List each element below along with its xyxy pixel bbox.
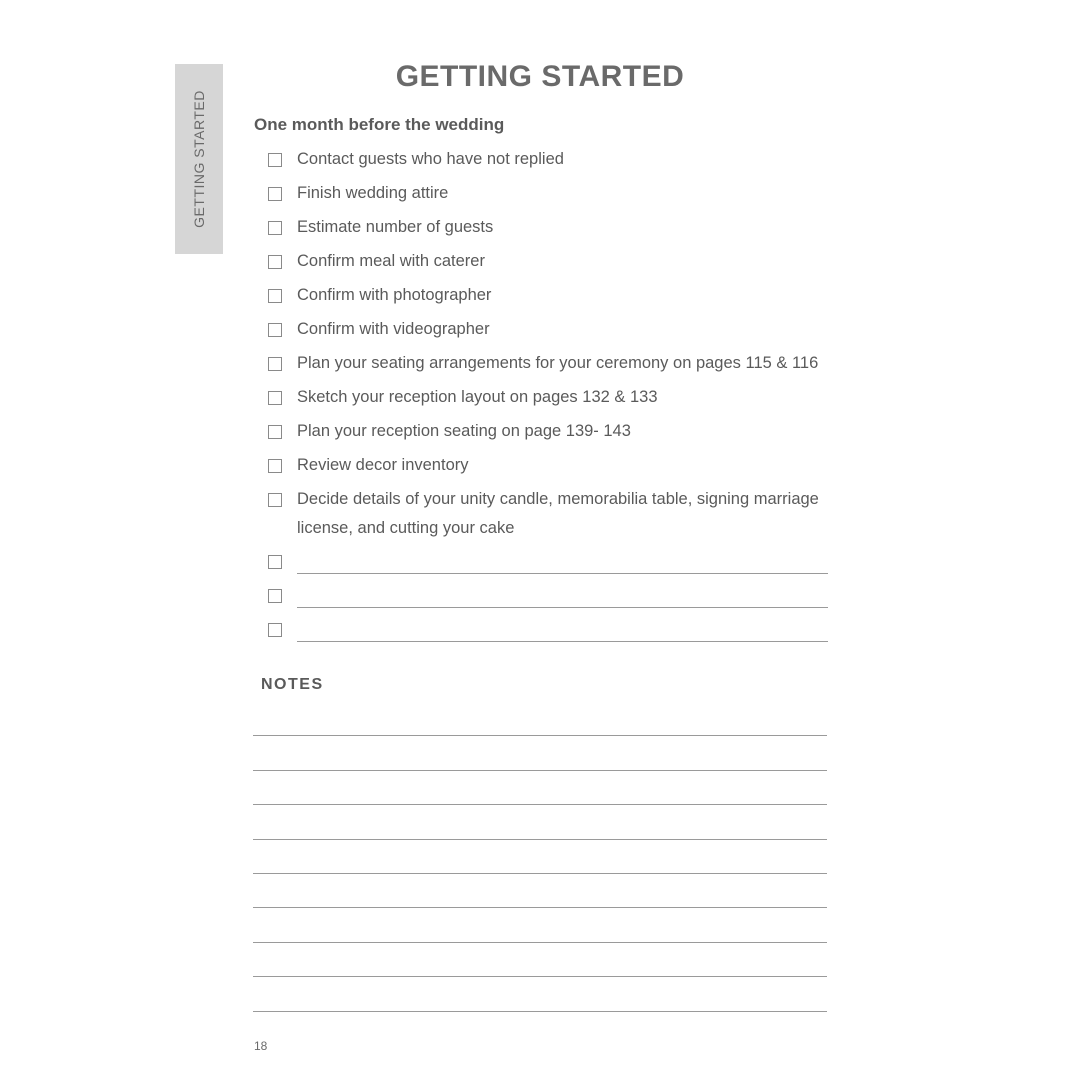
checklist-item-text: Confirm with videographer (297, 320, 490, 338)
notes-line[interactable] (253, 908, 827, 942)
notes-lines (253, 702, 827, 1012)
blank-checklist-item (268, 547, 828, 581)
checklist-item-text: Confirm meal with caterer (297, 252, 485, 270)
checkbox[interactable] (268, 357, 282, 371)
notes-line[interactable] (253, 771, 827, 805)
notes-line[interactable] (253, 943, 827, 977)
checkbox[interactable] (268, 221, 282, 235)
checkbox[interactable] (268, 153, 282, 167)
checklist-item (268, 179, 828, 213)
checklist-item (268, 451, 828, 485)
blank-write-in-line[interactable] (297, 547, 828, 574)
checklist-item (268, 485, 828, 547)
notes-heading: NOTES (261, 676, 324, 693)
notes-line[interactable] (253, 805, 827, 839)
notes-line[interactable] (253, 736, 827, 770)
notes-line[interactable] (253, 977, 827, 1011)
checkbox[interactable] (268, 255, 282, 269)
notes-line[interactable] (253, 874, 827, 908)
notes-line[interactable] (253, 840, 827, 874)
checklist-item (268, 383, 828, 417)
checkbox[interactable] (268, 589, 282, 603)
blank-write-in-line[interactable] (297, 615, 828, 642)
checklist-item-text: Plan your seating arrangements for your ceremony on pages 115 & 116 (297, 354, 819, 372)
checkbox[interactable] (268, 391, 282, 405)
checklist-item (268, 247, 828, 281)
blank-checklist-item (268, 581, 828, 615)
checklist (268, 145, 828, 649)
checklist-item-text: Contact guests who have not replied (297, 150, 564, 168)
side-tab-label: GETTING STARTED (191, 90, 207, 228)
blank-checklist-item (268, 615, 828, 649)
checklist-item (268, 417, 828, 451)
page-title: GETTING STARTED (395, 60, 685, 93)
checkbox[interactable] (268, 289, 282, 303)
page-number: 18 (254, 1039, 268, 1053)
notes-line[interactable] (253, 702, 827, 736)
checklist-item (268, 315, 828, 349)
checklist-item-text: Plan your reception seating on page 139- 143 (297, 422, 631, 440)
checkbox[interactable] (268, 187, 282, 201)
checkbox[interactable] (268, 459, 282, 473)
checklist-item-text: Decide details of your unity candle, memorabilia table, signing marriage license, and cutting your cake (297, 490, 819, 537)
checkbox[interactable] (268, 323, 282, 337)
checklist-item-text: Confirm with photographer (297, 286, 492, 304)
checklist-item-text: Estimate number of guests (297, 218, 494, 236)
checkbox[interactable] (268, 623, 282, 637)
checklist-item (268, 349, 828, 383)
checklist-item (268, 145, 828, 179)
section-heading: One month before the wedding (254, 115, 505, 134)
checkbox[interactable] (268, 425, 282, 439)
checklist-item-text: Finish wedding attire (297, 184, 449, 202)
checkbox[interactable] (268, 493, 282, 507)
checklist-item-text: Sketch your reception layout on pages 132 & 133 (297, 388, 658, 406)
checklist-item (268, 213, 828, 247)
checkbox[interactable] (268, 555, 282, 569)
checklist-item (268, 281, 828, 315)
blank-write-in-line[interactable] (297, 581, 828, 608)
checklist-item-text: Review decor inventory (297, 456, 469, 474)
